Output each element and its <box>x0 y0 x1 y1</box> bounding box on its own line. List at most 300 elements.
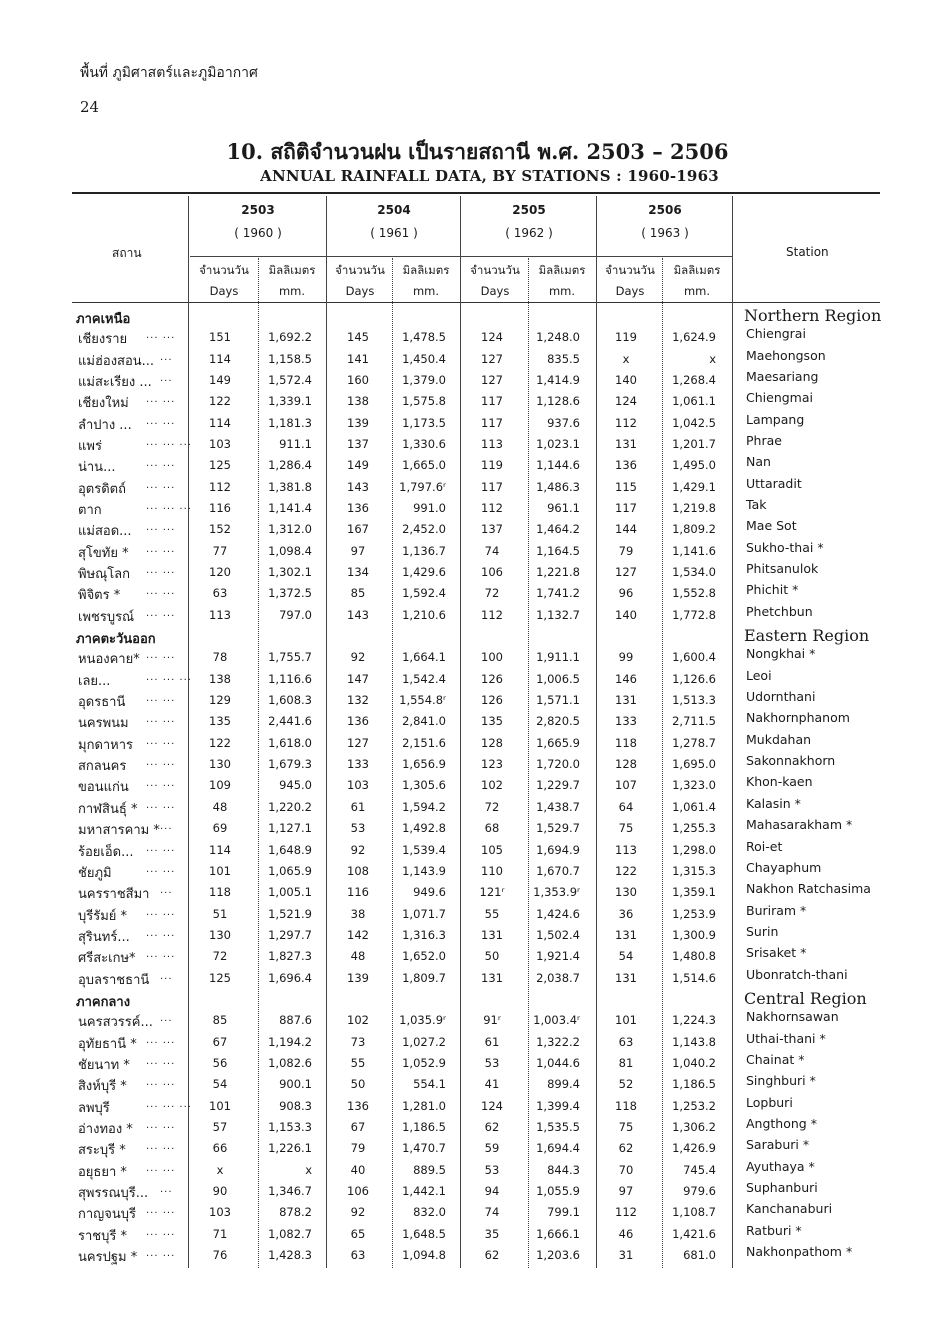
rain-days-cell: 116 <box>209 501 231 516</box>
page-number: 24 <box>80 98 100 116</box>
rainfall-mm-cell: 1,372.5 <box>268 586 312 601</box>
rainfall-mm-cell: 1,666.1 <box>536 1226 580 1241</box>
region-label-thai: ภาคเหนือ <box>76 312 131 327</box>
rain-days-cell: 124 <box>615 394 637 409</box>
rain-days-cell: 54 <box>618 949 634 964</box>
station-name-thai: ราชบุรี * <box>78 1228 127 1244</box>
leader-dots: ... ... ... <box>146 501 192 513</box>
rainfall-mm-cell: 889.5 <box>413 1162 446 1177</box>
station-header-english: Station <box>786 245 829 259</box>
rain-days-cell: 131 <box>615 927 637 942</box>
station-name-thai: แม่สะเรียง ... <box>78 375 152 391</box>
rain-days-cell: 149 <box>347 458 369 473</box>
rain-days-cell: 126 <box>481 693 503 708</box>
rain-days-cell: 130 <box>209 927 231 942</box>
rainfall-mm-cell: 1,281.0 <box>402 1098 446 1113</box>
leader-dots: ... ... <box>146 735 176 747</box>
rainfall-mm-cell: 1,201.7 <box>672 437 716 452</box>
rain-days-cell: 138 <box>209 671 231 686</box>
rainfall-mm-cell: 1,219.8 <box>672 501 716 516</box>
station-name-english: Suphanburi <box>746 1179 818 1195</box>
rainfall-mm-cell: 844.3 <box>547 1162 580 1177</box>
rainfall-mm-cell: 797.0 <box>279 607 312 622</box>
rain-days-cell: 131 <box>615 437 637 452</box>
rainfall-mm-cell: 1,426.9 <box>672 1141 716 1156</box>
station-name-english: Chainat * <box>746 1051 805 1067</box>
station-name-english: Kanchanaburi <box>746 1201 833 1217</box>
rain-days-cell: 63 <box>212 586 228 601</box>
rainfall-mm-cell: 1,136.7 <box>402 543 446 558</box>
rainfall-mm-cell: 1,513.3 <box>672 693 716 708</box>
rain-days-cell: 101 <box>209 1098 231 1113</box>
leader-dots: ... <box>160 1183 173 1195</box>
rain-days-cell: 102 <box>481 778 503 793</box>
rain-days-cell: 96 <box>618 586 634 601</box>
rain-days-cell: 131 <box>481 927 503 942</box>
rain-days-cell: 114 <box>209 351 231 366</box>
rainfall-mm-cell: 1,203.6 <box>536 1247 580 1262</box>
rain-days-cell: 31 <box>618 1247 634 1262</box>
mm-header-english: mm. <box>683 284 711 298</box>
rainfall-mm-cell: 1,665.9 <box>536 735 580 750</box>
rainfall-mm-cell: 1,226.1 <box>268 1141 312 1156</box>
rainfall-mm-cell: 1,652.0 <box>402 949 446 964</box>
rainfall-mm-cell: 1,539.4 <box>402 842 446 857</box>
rainfall-mm-cell: 1,302.1 <box>268 565 312 580</box>
rainfall-mm-cell: 2,820.5 <box>536 714 580 729</box>
rainfall-mm-cell: 1,429.1 <box>672 479 716 494</box>
rainfall-mm-cell: 1,229.7 <box>536 778 580 793</box>
year-ad-header: ( 1963 ) <box>641 226 689 240</box>
rain-days-cell: 79 <box>618 543 634 558</box>
rainfall-mm-cell: 1,670.7 <box>536 863 580 878</box>
leader-dots: ... <box>160 351 173 363</box>
rainfall-mm-cell: 1,379.0 <box>402 373 446 388</box>
rainfall-mm-cell: 1,108.7 <box>672 1205 716 1220</box>
rainfall-mm-cell: 1,797.6ʳ <box>399 479 446 494</box>
table-title-english: ANNUAL RAINFALL DATA, BY STATIONS : 1960-1963 <box>260 167 719 185</box>
rain-days-cell: 62 <box>618 1141 634 1156</box>
station-name-thai: สิงห์บุรี * <box>78 1079 127 1095</box>
rain-days-cell: 140 <box>615 607 637 622</box>
rain-days-cell: 54 <box>212 1077 228 1092</box>
year-be-header: 2505 <box>512 203 546 217</box>
rainfall-mm-cell: 887.6 <box>279 1013 312 1028</box>
rainfall-mm-cell: 1,911.1 <box>536 650 580 665</box>
rain-days-cell: 36 <box>618 906 634 921</box>
rain-days-cell: 143 <box>347 479 369 494</box>
station-name-thai: กาฬสินธุ์ * <box>78 801 138 817</box>
rainfall-mm-cell: 1,224.3 <box>672 1013 716 1028</box>
rain-days-cell: 72 <box>484 586 500 601</box>
rainfall-mm-cell: 1,552.8 <box>672 586 716 601</box>
rain-days-cell: 63 <box>350 1247 366 1262</box>
station-name-english: Maehongson <box>746 347 826 363</box>
rainfall-mm-cell: 1,414.9 <box>536 373 580 388</box>
rain-days-cell: 48 <box>212 799 228 814</box>
rain-days-cell: 113 <box>209 607 231 622</box>
station-name-english: Surin <box>746 923 779 939</box>
rain-days-cell: 61 <box>350 799 366 814</box>
rainfall-mm-cell: 1,694.9 <box>536 842 580 857</box>
rainfall-mm-cell: 1,424.6 <box>536 906 580 921</box>
rain-days-cell: 133 <box>615 714 637 729</box>
rain-days-cell: 112 <box>615 1205 637 1220</box>
rainfall-mm-cell: 1,297.7 <box>268 927 312 942</box>
station-name-english: Lopburi <box>746 1094 793 1110</box>
rain-days-cell: 139 <box>347 970 369 985</box>
rainfall-mm-cell: 1,065.9 <box>268 863 312 878</box>
table-row <box>0 817 941 842</box>
rainfall-mm-cell: 1,438.7 <box>536 799 580 814</box>
rainfall-mm-cell: 1,158.5 <box>268 351 312 366</box>
days-header-thai: จำนวนวัน <box>199 263 249 277</box>
table-row <box>0 561 941 586</box>
rain-days-cell: 69 <box>212 821 228 836</box>
leader-dots: ... ... <box>146 650 176 662</box>
rain-days-cell: 62 <box>484 1119 500 1134</box>
station-name-english: Mae Sot <box>746 518 797 534</box>
rain-days-cell: x <box>622 351 630 366</box>
rain-days-cell: 53 <box>484 1162 500 1177</box>
rain-days-cell: 53 <box>350 821 366 836</box>
rain-days-cell: 123 <box>481 757 503 772</box>
rainfall-mm-cell: 1,381.8 <box>268 479 312 494</box>
leader-dots: ... ... ... <box>146 1098 192 1110</box>
rainfall-mm-cell: 1,061.4 <box>672 799 716 814</box>
rainfall-mm-cell: 1,173.5 <box>402 415 446 430</box>
rain-days-cell: 106 <box>481 565 503 580</box>
header-bottom-rule <box>72 302 880 303</box>
rainfall-mm-cell: 1,132.7 <box>536 607 580 622</box>
rainfall-mm-cell: 1,082.6 <box>268 1055 312 1070</box>
rainfall-mm-cell: 1,143.9 <box>402 863 446 878</box>
leader-dots: ... ... <box>146 522 176 534</box>
station-name-english: Nongkhai * <box>746 646 816 662</box>
rain-days-cell: 92 <box>350 650 366 665</box>
leader-dots: ... ... <box>146 586 176 598</box>
rainfall-mm-cell: 1,305.6 <box>402 778 446 793</box>
rain-days-cell: 124 <box>481 1098 503 1113</box>
station-name-thai: เพชรบูรณ์ <box>78 609 135 625</box>
rain-days-cell: 167 <box>347 522 369 537</box>
rain-days-cell: 46 <box>618 1226 634 1241</box>
rain-days-cell: 136 <box>347 714 369 729</box>
station-name-english: Chayaphum <box>746 859 822 875</box>
station-name-thai: นครพนม <box>78 716 129 732</box>
station-name-thai: อุบลราชธานี <box>78 972 150 988</box>
rain-days-cell: 137 <box>481 522 503 537</box>
top-rule <box>72 192 880 194</box>
leader-dots: ... ... <box>146 927 176 939</box>
rainfall-mm-cell: 1,492.8 <box>402 821 446 836</box>
rainfall-mm-cell: 1,480.8 <box>672 949 716 964</box>
station-name-thai: หนองคาย* <box>78 652 140 668</box>
station-name-thai: แม่สอด... <box>78 524 132 540</box>
rainfall-mm-cell: 1,253.9 <box>672 906 716 921</box>
leader-dots: ... ... <box>146 1034 176 1046</box>
station-header-thai: สถาน <box>112 246 142 260</box>
rainfall-mm-cell: 2,841.0 <box>402 714 446 729</box>
table-row <box>0 902 941 928</box>
rainfall-mm-cell: 1,221.8 <box>536 565 580 580</box>
rainfall-mm-cell: 1,679.3 <box>268 757 312 772</box>
rainfall-mm-cell: 949.6 <box>413 885 446 900</box>
rain-days-cell: 127 <box>615 565 637 580</box>
days-header-thai: จำนวนวัน <box>335 263 385 277</box>
rainfall-mm-cell: 1,429.6 <box>402 565 446 580</box>
rain-days-cell: 75 <box>618 1119 634 1134</box>
rain-days-cell: 90 <box>212 1183 228 1198</box>
station-name-english: Phetchbun <box>746 603 813 619</box>
rainfall-mm-cell: 1,648.9 <box>268 842 312 857</box>
rainfall-mm-cell: 1,153.3 <box>268 1119 312 1134</box>
station-name-thai: เชียงใหม่ <box>78 396 129 412</box>
leader-dots: ... ... <box>146 394 176 406</box>
leader-dots: ... ... ... <box>146 671 192 683</box>
station-name-english: Ratburi * <box>746 1222 802 1238</box>
rainfall-mm-cell: 1,044.6 <box>536 1055 580 1070</box>
rainfall-mm-cell: 554.1 <box>413 1077 446 1092</box>
table-row <box>0 475 941 501</box>
rainfall-mm-cell: 1,464.2 <box>536 522 580 537</box>
rainfall-mm-cell: 1,126.6 <box>672 671 716 686</box>
rain-days-cell: 117 <box>615 501 637 516</box>
rainfall-mm-cell: 1,772.8 <box>672 607 716 622</box>
rainfall-mm-cell: 1,312.0 <box>268 522 312 537</box>
year-be-header: 2504 <box>377 203 411 217</box>
rainfall-mm-cell: 937.6 <box>547 415 580 430</box>
rainfall-mm-cell: 1,298.0 <box>672 842 716 857</box>
rainfall-mm-cell: 1,316.3 <box>402 927 446 942</box>
station-name-thai: สุโขทัย * <box>78 545 129 561</box>
rain-days-cell: 118 <box>615 735 637 750</box>
rain-days-cell: 127 <box>481 351 503 366</box>
rain-days-cell: 91ʳ <box>483 1013 501 1028</box>
station-name-english: Phitsanulok <box>746 561 819 577</box>
rainfall-mm-cell: 1,286.4 <box>268 458 312 473</box>
rain-days-cell: 144 <box>615 522 637 537</box>
rain-days-cell: x <box>216 1162 224 1177</box>
rain-days-cell: 78 <box>212 650 228 665</box>
rain-days-cell: 103 <box>209 1205 231 1220</box>
table-row <box>0 411 941 437</box>
leader-dots: ... <box>160 970 173 982</box>
rain-days-cell: 142 <box>347 927 369 942</box>
rainfall-mm-cell: 908.3 <box>279 1098 312 1113</box>
rainfall-mm-cell: 2,038.7 <box>536 970 580 985</box>
rainfall-mm-cell: 1,141.4 <box>268 501 312 516</box>
station-name-thai: นครปฐม * <box>78 1249 138 1265</box>
rainfall-mm-cell: 1,600.4 <box>672 650 716 665</box>
rain-days-cell: 140 <box>615 373 637 388</box>
rain-days-cell: 124 <box>481 330 503 345</box>
rain-days-cell: 105 <box>481 842 503 857</box>
station-name-english: Nakhon Ratchasima <box>746 881 871 897</box>
rainfall-mm-cell: 1,128.6 <box>536 394 580 409</box>
rain-days-cell: 128 <box>481 735 503 750</box>
rain-days-cell: 151 <box>209 330 231 345</box>
region-label-english: Central Region <box>744 988 867 1008</box>
rainfall-mm-cell: 1,534.0 <box>672 565 716 580</box>
rain-days-cell: 72 <box>212 949 228 964</box>
rainfall-mm-cell: 1,248.0 <box>536 330 580 345</box>
mm-header-thai: มิลลิเมตร <box>538 263 586 277</box>
rainfall-mm-cell: 2,452.0 <box>402 522 446 537</box>
leader-dots: ... <box>160 821 173 833</box>
leader-dots: ... ... <box>146 479 176 491</box>
rainfall-mm-cell: 1,421.6 <box>672 1226 716 1241</box>
rain-days-cell: 122 <box>615 863 637 878</box>
station-name-thai: เชียงราย <box>78 332 128 348</box>
rainfall-mm-cell: 1,470.7 <box>402 1141 446 1156</box>
station-name-english: Phrae <box>746 433 782 449</box>
station-name-english: Nakhonpathom * <box>746 1243 853 1259</box>
rainfall-mm-cell: 1,608.3 <box>268 693 312 708</box>
rain-days-cell: 130 <box>209 757 231 772</box>
leader-dots: ... ... <box>146 543 176 555</box>
page-header-thai: พื้นที่ ภูมิศาสตร์และภูมิอากาศ <box>80 65 258 81</box>
rainfall-mm-cell: 2,711.5 <box>672 714 716 729</box>
rain-days-cell: 52 <box>618 1077 634 1092</box>
table-row <box>0 497 941 522</box>
leader-dots: ... ... <box>146 906 176 918</box>
rain-days-cell: 55 <box>484 906 500 921</box>
rainfall-mm-cell: 1,144.6 <box>536 458 580 473</box>
rain-days-cell: 131 <box>481 970 503 985</box>
rainfall-mm-cell: 1,023.1 <box>536 437 580 452</box>
station-name-english: Chiengmai <box>746 390 813 406</box>
rain-days-cell: 40 <box>350 1162 366 1177</box>
rain-days-cell: 126 <box>481 671 503 686</box>
rainfall-mm-cell: 1,695.0 <box>672 757 716 772</box>
year-be-header: 2503 <box>241 203 275 217</box>
rain-days-cell: 136 <box>347 1098 369 1113</box>
rainfall-mm-cell: 1,664.1 <box>402 650 446 665</box>
rain-days-cell: 117 <box>481 479 503 494</box>
rainfall-mm-cell: 899.4 <box>547 1077 580 1092</box>
rainfall-mm-cell: 1,809.2 <box>672 522 716 537</box>
rain-days-cell: 110 <box>481 863 503 878</box>
station-name-english: Phichit * <box>746 582 799 598</box>
leader-dots: ... <box>160 1013 173 1025</box>
station-name-english: Nakhornphanom <box>746 710 850 726</box>
rainfall-mm-cell: 1,692.2 <box>268 330 312 345</box>
rain-days-cell: 102 <box>347 1013 369 1028</box>
rainfall-mm-cell: 1,809.7 <box>402 970 446 985</box>
rain-days-cell: 109 <box>209 778 231 793</box>
rain-days-cell: 101 <box>209 863 231 878</box>
station-name-english: Angthong * <box>746 1115 817 1131</box>
leader-dots: ... ... <box>146 778 176 790</box>
rain-days-cell: 107 <box>615 778 637 793</box>
rain-days-cell: 113 <box>481 437 503 452</box>
rainfall-mm-cell: 1,181.3 <box>268 415 312 430</box>
rain-days-cell: 50 <box>350 1077 366 1092</box>
rainfall-mm-cell: 799.1 <box>547 1205 580 1220</box>
rain-days-cell: 38 <box>350 906 366 921</box>
rain-days-cell: 70 <box>618 1162 634 1177</box>
rain-days-cell: 136 <box>347 501 369 516</box>
rainfall-mm-cell: 1,535.5 <box>536 1119 580 1134</box>
station-name-thai: สุพรรณบุรี... <box>78 1185 149 1201</box>
rain-days-cell: 118 <box>209 885 231 900</box>
rainfall-mm-cell: 1,741.2 <box>536 586 580 601</box>
station-name-english: Lampang <box>746 411 805 427</box>
rainfall-mm-cell: 1,055.9 <box>536 1183 580 1198</box>
rain-days-cell: 114 <box>209 842 231 857</box>
rainfall-mm-cell: 1,353.9ʳ <box>533 885 580 900</box>
station-name-english: Mahasarakham * <box>746 817 853 833</box>
rain-days-cell: 119 <box>481 458 503 473</box>
rain-days-cell: 100 <box>481 650 503 665</box>
rainfall-mm-cell: 1,141.6 <box>672 543 716 558</box>
rainfall-mm-cell: 1,648.5 <box>402 1226 446 1241</box>
leader-dots: ... ... <box>146 1055 176 1067</box>
rainfall-mm-cell: 1,572.4 <box>268 373 312 388</box>
days-header-english: Days <box>209 284 239 298</box>
station-name-english: Buriram * <box>746 902 807 918</box>
rain-days-cell: 134 <box>347 565 369 580</box>
table-row <box>0 646 941 671</box>
rainfall-mm-cell: 681.0 <box>683 1247 716 1262</box>
rainfall-mm-cell: 1,186.5 <box>672 1077 716 1092</box>
station-name-thai: น่าน... <box>78 460 116 476</box>
rain-days-cell: 152 <box>209 522 231 537</box>
year-ad-header: ( 1960 ) <box>234 226 282 240</box>
table-title-thai: 10. สถิติจำนวนฝน เป็นรายสถานี พ.ศ. 2503 – 2506 <box>226 139 729 164</box>
station-name-thai: อยุธยา * <box>78 1164 127 1180</box>
rain-days-cell: 125 <box>209 970 231 985</box>
station-name-english: Kalasin * <box>746 795 801 811</box>
rain-days-cell: 117 <box>481 415 503 430</box>
station-name-thai: มหาสารคาม * <box>78 823 160 839</box>
rain-days-cell: 76 <box>212 1247 228 1262</box>
station-name-thai: ร้อยเอ็ด... <box>78 844 134 860</box>
station-name-english: Chiengrai <box>746 326 806 342</box>
rain-days-cell: 133 <box>347 757 369 772</box>
station-name-english: Nakhornsawan <box>746 1009 839 1025</box>
rainfall-mm-cell: 835.5 <box>547 351 580 366</box>
rain-days-cell: 68 <box>484 821 500 836</box>
rainfall-mm-cell: 2,151.6 <box>402 735 446 750</box>
rain-days-cell: 120 <box>209 565 231 580</box>
rainfall-mm-cell: 1,220.2 <box>268 799 312 814</box>
rainfall-mm-cell: 1,082.7 <box>268 1226 312 1241</box>
rain-days-cell: 112 <box>481 607 503 622</box>
rain-days-cell: 132 <box>347 693 369 708</box>
rainfall-mm-cell: 1,575.8 <box>402 394 446 409</box>
rainfall-mm-cell: 1,594.2 <box>402 799 446 814</box>
leader-dots: ... ... <box>146 1077 176 1089</box>
rainfall-mm-cell: 1,035.9ʳ <box>399 1013 446 1028</box>
days-header-english: Days <box>480 284 510 298</box>
rain-days-cell: 94 <box>484 1183 500 1198</box>
rain-days-cell: 59 <box>484 1141 500 1156</box>
station-name-thai: นครราชสีมา <box>78 887 150 903</box>
rainfall-mm-cell: 1,300.9 <box>672 927 716 942</box>
rainfall-mm-cell: 1,571.1 <box>536 693 580 708</box>
rain-days-cell: 127 <box>347 735 369 750</box>
station-name-english: Mukdahan <box>746 731 812 747</box>
year-ad-header: ( 1962 ) <box>505 226 553 240</box>
mm-header-english: mm. <box>412 284 440 298</box>
station-name-thai: ศรีสะเกษ* <box>78 951 136 967</box>
rain-days-cell: 139 <box>347 415 369 430</box>
rain-days-cell: 56 <box>212 1055 228 1070</box>
region-label-english: Eastern Region <box>744 626 870 646</box>
days-header-thai: จำนวนวัน <box>470 263 520 277</box>
